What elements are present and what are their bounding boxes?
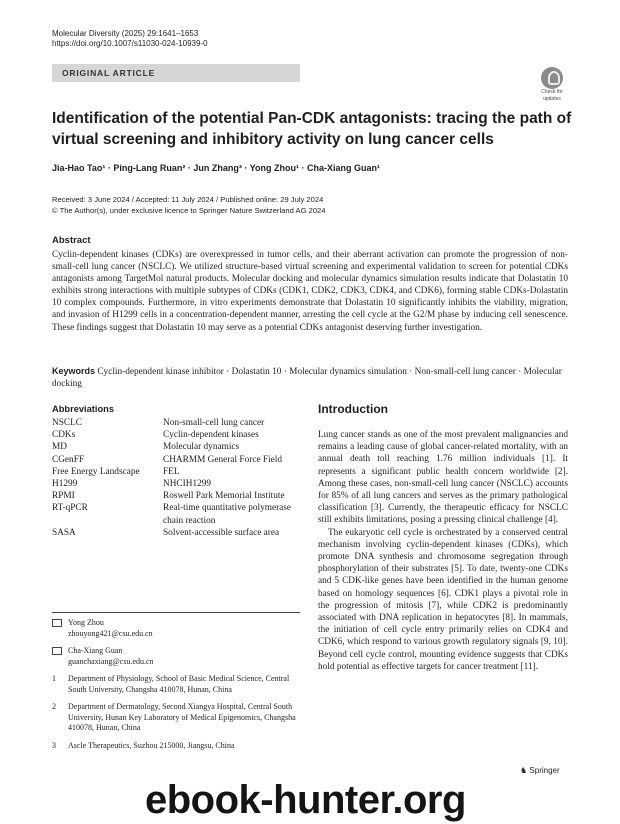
abbreviation-term: CDKs [52, 430, 76, 441]
author-list: Jia-Hao Tao¹ · Ping-Lang Ruan² · Jun Zhang³ · Yong Zhou¹ · Cha-Xiang Guan¹ [52, 163, 380, 173]
abbreviation-definition: Non-small-cell lung cancer [163, 418, 265, 428]
check-for-updates-badge[interactable] [536, 67, 568, 101]
envelope-icon [52, 646, 68, 667]
abstract-text: Cyclin-dependent kinases (CDKs) are overexpressed in tumor cells, and their aberrant activation can promote the progression of non-small-cell lung cancer (NSCLC). We utilized structure-based virtual screening and experimental validation to screen for potential CDKs antagonists among TargetMol natural products. Molecular docking and molecular dynamics simulation results indicate that Dolastatin 10 exhibits strong interactions with multiple subtypes of CDKs (CDK1, CDK2, CDK3, CDK4, and CDK6), forming stable CDKs-Dolastatin 10 complex compounds. Furthermore, in vitro experiments demonstrate that Dolastatin 10 significantly inhibits the viability, migration, and invasion of H1299 cells in a concentration-dependent manner, arresting the cell cycle at the G2/M phase by inducing cell senescence. These findings suggest that Dolastatin 10 may serve as a potential CDKs antagonist deserving further investigation. [52, 250, 568, 333]
check-for-label: Check for [541, 89, 563, 95]
affiliation-entry [52, 674, 302, 695]
journal-header [52, 29, 208, 49]
abbreviation-term: CGenFF [52, 454, 85, 465]
abbreviation-row [52, 490, 302, 502]
abbreviation-row [52, 502, 302, 526]
abbreviation-definition: NHCIH1299 [163, 479, 212, 490]
abbreviation-term: RT-qPCR [52, 503, 88, 514]
abbreviation-definition: CHARMM General Force Field [163, 454, 283, 465]
watermark: ebook-hunter.org [145, 778, 466, 822]
updates-label: updates [543, 95, 561, 102]
abbreviation-term: SASA [52, 527, 76, 538]
correspondent-name: Cha-Xiang Guan [68, 646, 123, 655]
abbreviation-row [52, 454, 302, 466]
correspondent-email[interactable]: zhouyong421@csu.edu.cn [68, 628, 153, 638]
affiliation-text: Ascle Therapeutics, Suzhou 215000, Jiangsu, China [68, 740, 235, 750]
abbreviations-heading: Abbreviations [52, 404, 114, 414]
abbreviation-row [52, 527, 302, 539]
keywords-text: Cyclin-dependent kinase inhibitor · Dolastatin 10 · Molecular dynamics simulation · Non-small-cell lung cancer · Molecular docking [52, 367, 562, 390]
publisher-logo [520, 766, 560, 775]
footnote-divider [52, 612, 300, 613]
keywords-label: Keywords [52, 366, 96, 376]
introduction-paragraph: The eukaryotic cell cycle is orchestrated by a conserved central mechanism involving cyclin-dependent kinases (CDKs), which promote DNA synthesis and chromosome segregation through phosphorylation of their substrates [5]. To date, twenty-one CDKs and 5 CDK-like genes have been identified in the human genome based on homology sequences [6]. CDK1 plays a pivotal role in the progression of mitosis [7], while CDK2 is predominantly associated with DNA replication in hepatocytes [8]. In mammals, the initiation of cell cycle entry primarily relies on CDK4 and CDK6, which respond to various growth regulatory signals [9, 10]. Beyond cell cycle control, mounting evidence suggests that CDKs hold potential as effective targets for cancer treatment [11]. [318, 527, 568, 672]
introduction-heading: Introduction [318, 402, 388, 416]
abstract-heading: Abstract [52, 235, 91, 246]
affiliation-number: 1 [52, 674, 56, 683]
abbreviation-term: NSCLC [52, 418, 82, 428]
introduction-paragraph: Lung cancer stands as one of the most prevalent malignancies and remains a leading cause of global cancer-related mortality, with an annual death toll reaching 1.76 million individuals [1]. It represents a significant public health concern worldwide [2]. Among these cases, non-small-cell lung cancer (NSCLC) accounts for 85% of all lung cancers and serves as the primary pathological classification [3]. Currently, the therapeutic efficacy for NSCLC still exhibits limitations, posing a pressing clinical challenge [4]. [318, 430, 568, 526]
abbreviation-term: MD [52, 442, 67, 453]
abbreviations-list [52, 417, 302, 539]
correspondence-entry [52, 618, 302, 639]
abbreviation-term: RPMI [52, 491, 75, 502]
abbreviation-row [52, 417, 302, 429]
affiliation-entry [52, 741, 302, 752]
article-type: ORIGINAL ARTICLE [62, 68, 156, 78]
footnotes [52, 618, 302, 758]
abbreviation-row [52, 429, 302, 441]
abbreviation-definition: Cyclin-dependent kinases [163, 430, 259, 441]
abbreviation-row [52, 441, 302, 453]
copyright-line: © The Author(s), under exclusive licence to Springer Nature Switzerland AG 2024 [52, 205, 326, 215]
introduction-body [318, 429, 568, 673]
abbreviation-term: H1299 [52, 479, 78, 490]
publication-dates [52, 195, 326, 216]
correspondent-email[interactable]: guanchaxiang@csu.edu.cn [68, 656, 154, 666]
envelope-icon [52, 618, 68, 639]
correspondence-entry [52, 646, 302, 667]
affiliation-text: Department of Physiology, School of Basic Medical Science, Central South University, Changsha 410078, Hunan, China [68, 674, 290, 694]
affiliation-text: Department of Dermatology, Second Xiangya Hospital, Central South University, Hunan Key Laboratory of Medical Epigenomics, Changsha 410078, Hunan, China [68, 702, 296, 732]
bookmark-icon [541, 67, 563, 89]
abbreviation-definition: Real-time quantitative polymerase chain reaction [163, 503, 292, 526]
doi-link[interactable]: https://doi.org/10.1007/s11030-024-10939-0 [52, 39, 208, 48]
abbreviation-definition: Solvent-accessible surface area [163, 527, 280, 538]
article-type-bar [52, 64, 300, 82]
abbreviation-row [52, 478, 302, 490]
article-title: Identification of the potential Pan-CDK antagonists: tracing the path of virtual screening and inhibitory activity on lung cancer cells [52, 110, 572, 148]
abbreviation-definition: FEL [163, 466, 180, 477]
publisher-name: Springer [529, 766, 560, 775]
abbreviation-definition: Molecular dynamics [163, 442, 240, 453]
affiliation-number: 3 [52, 740, 56, 750]
dates-line: Received: 3 June 2024 / Accepted: 11 July 2024 / Published online: 29 July 2024 [52, 195, 324, 204]
abbreviation-term: Free Energy Landscape [52, 466, 140, 477]
keywords [52, 365, 568, 390]
correspondent-name: Yong Zhou [68, 618, 104, 627]
affiliation-entry [52, 702, 302, 734]
horse-icon: ♞ [520, 766, 528, 775]
affiliation-number: 2 [52, 702, 56, 711]
journal-citation: Molecular Diversity (2025) 29:1641–1653 [52, 29, 199, 38]
abbreviation-definition: Roswell Park Memorial Institute [163, 491, 285, 502]
abbreviation-row [52, 466, 302, 478]
